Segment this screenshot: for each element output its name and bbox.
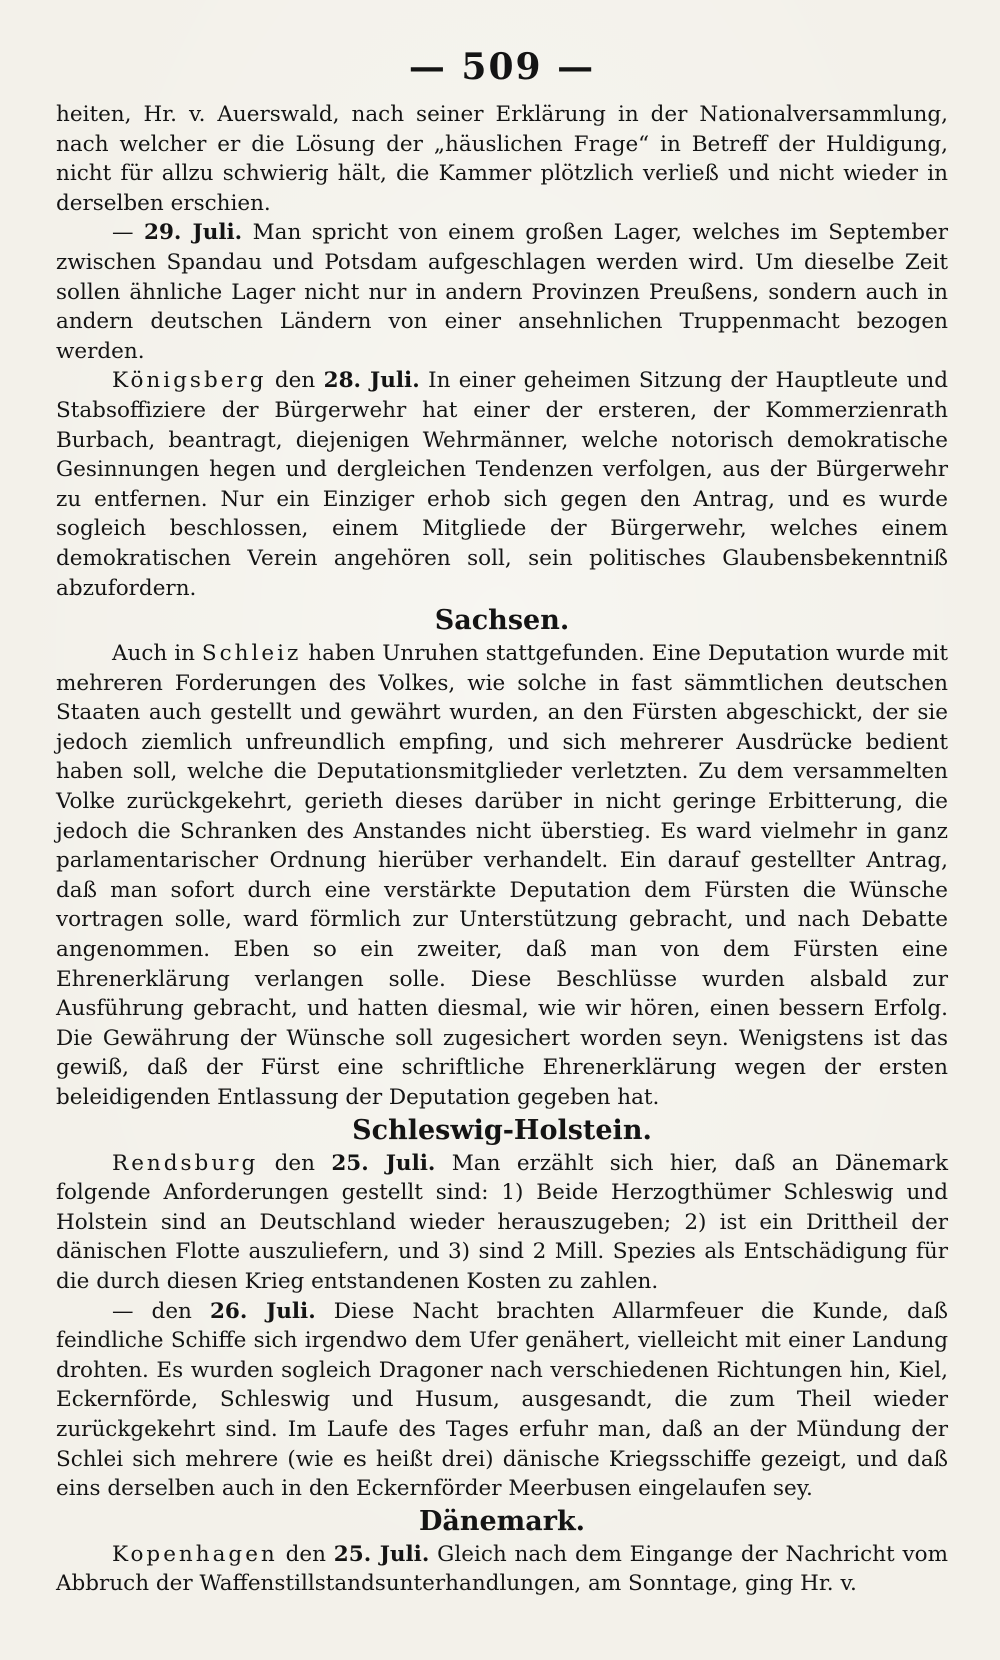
place-name: Königsberg bbox=[112, 368, 267, 394]
dateline: 28. Juli. bbox=[323, 368, 420, 394]
article-paragraph bbox=[56, 1540, 948, 1599]
place-name: Kopenhagen bbox=[112, 1541, 278, 1567]
article-text bbox=[56, 100, 948, 1599]
paragraph-text: — den bbox=[112, 1298, 210, 1324]
paragraph-text: heiten, Hr. v. Auerswald, nach seiner Erklärung in der Nationalversammlung, nach welcher er die Lösung der „häuslichen Frage“ in Betreff der Huldigung, nicht für allzu schwierig hält, die Kammer plötzlich verließ und nicht wieder in derselben erschien. bbox=[56, 102, 948, 216]
paragraph-text: den bbox=[277, 1541, 334, 1567]
paragraph-text: Auch in bbox=[112, 641, 202, 667]
section-heading: Schleswig-Holstein. bbox=[352, 1114, 652, 1146]
dateline: 26. Juli. bbox=[209, 1298, 316, 1324]
article-paragraph bbox=[56, 1297, 948, 1504]
page-number: — 509 — bbox=[408, 46, 596, 88]
paragraph-text: — bbox=[112, 220, 144, 246]
section-heading: Sachsen. bbox=[434, 605, 570, 637]
paragraph-text: haben Unruhen stattgefunden. Eine Deputation wurde mit mehreren Forderungen des Volkes, wie solche in fast sämmtlichen deutschen Staaten auch gestellt und gewährt wurden, an den Fürsten abgeschickt, der sie jedoch ziemlich unfreundlich empfing, und sich mehrerer Ausdrücke bedient haben soll, welche die Deputationsmitglieder verletzten. Zu dem versammelten Volke zurückgekehrt, gerieth dieses darüber in nicht geringe Erbitterung, die jedoch die Schranken des Anstandes nicht überstieg. Es ward vielmehr in ganz parlamentarischer Ordnung hierüber verhandelt. Ein darauf gestellter Antrag, daß man sofort durch eine verstärkte Deputation dem Fürsten die Wünsche vortragen solle, ward förmlich zur Unterstützung gebracht, und nach Debatte angenommen. Eben so ein zweiter, daß man von dem Fürsten eine Ehrenerklärung verlangen solle. Diese Beschlüsse wurden alsbald zur Ausführung gebracht, und hatten diesmal, wie wir hören, einen bessern Erfolg. Die Gewährung der Wünsche soll zugesichert worden seyn. Wenigstens ist das gewiß, daß der Fürst eine schriftliche Ehrenerklärung wegen der ersten beleidigenden Entlassung der Deputation gegeben hat. bbox=[56, 641, 948, 1110]
paragraph-text: Man erzählt sich hier, daß an Dänemark folgende Anforderungen gestellt sind: 1) Beide Herzogthümer Schleswig und Holstein sind an Deutschland wieder herauszugeben; 2) ist ein Drittheil der dänischen Flotte auszuliefern, und 3) sind 2 Mill. Spezies als Entschädigung für die durch diesen Krieg entstandenen Kosten zu zahlen. bbox=[56, 1150, 948, 1294]
paragraph-text: Diese Nacht brachten Allarmfeuer die Kunde, daß feindliche Schiffe sich irgendwo dem Ufer genähert, vielleicht mit einer Landung drohten. Es wurden sogleich Dragoner nach verschiedenen Richtungen hin, Kiel, Eckernförde, Schleswig und Husum, ausgesandt, die zum Theil wieder zurückgekehrt sind. Im Laufe des Tages erfuhr man, daß an der Mündung der Schlei sich mehrere (wie es heißt drei) dänische Kriegsschiffe gezeigt, und daß eins derselben auch in den Eckernförder Meerbusen eingelaufen sey. bbox=[56, 1298, 948, 1502]
section-heading: Dänemark. bbox=[418, 1505, 586, 1537]
paragraph-text: Gleich nach dem Eingange der Nachricht vom Abbruch der Waffenstillstandsunterhandlungen, am Sonntage, ging Hr. v. bbox=[56, 1541, 948, 1597]
dateline: 25. Juli. bbox=[333, 1541, 430, 1567]
dateline: 25. Juli. bbox=[331, 1150, 436, 1176]
paragraph-text: den bbox=[258, 1150, 332, 1176]
article-paragraph bbox=[56, 366, 948, 603]
place-name: Rendsburg bbox=[112, 1150, 259, 1176]
article-paragraph bbox=[56, 639, 948, 1113]
paragraph-text: den bbox=[266, 368, 324, 394]
paragraph-text: Man spricht von einem großen Lager, welches im September zwischen Spandau und Potsdam aufgeschlagen werden wird. Um dieselbe Zeit sollen ähnliche Lager nicht nur in andern Provinzen Preußens, sondern auch in andern deutschen Ländern von einer ansehnlichen Truppenmacht bezogen werden. bbox=[56, 220, 948, 364]
article-paragraph bbox=[56, 218, 948, 366]
paragraph-text: In einer geheimen Sitzung der Hauptleute und Stabsoffiziere der Bürgerwehr hat einer der ersteren, der Kommerzienrath Burbach, beantragt, diejenigen Wehrmänner, welche notorisch demokratische Gesinnungen hegen und dergleichen Tendenzen verfolgen, aus der Bürgerwehr zu entfernen. Nur ein Einziger erhob sich gegen den Antrag, und es wurde sogleich beschlossen, einem Mitgliede der Bürgerwehr, welches einem demokratischen Verein angehören soll, sein politisches Glaubensbekenntniß abzufordern. bbox=[56, 368, 948, 601]
article-paragraph bbox=[56, 1149, 948, 1297]
place-name: Schleiz bbox=[201, 641, 302, 667]
dateline: 29. Juli. bbox=[143, 220, 243, 246]
article-paragraph bbox=[56, 100, 948, 218]
